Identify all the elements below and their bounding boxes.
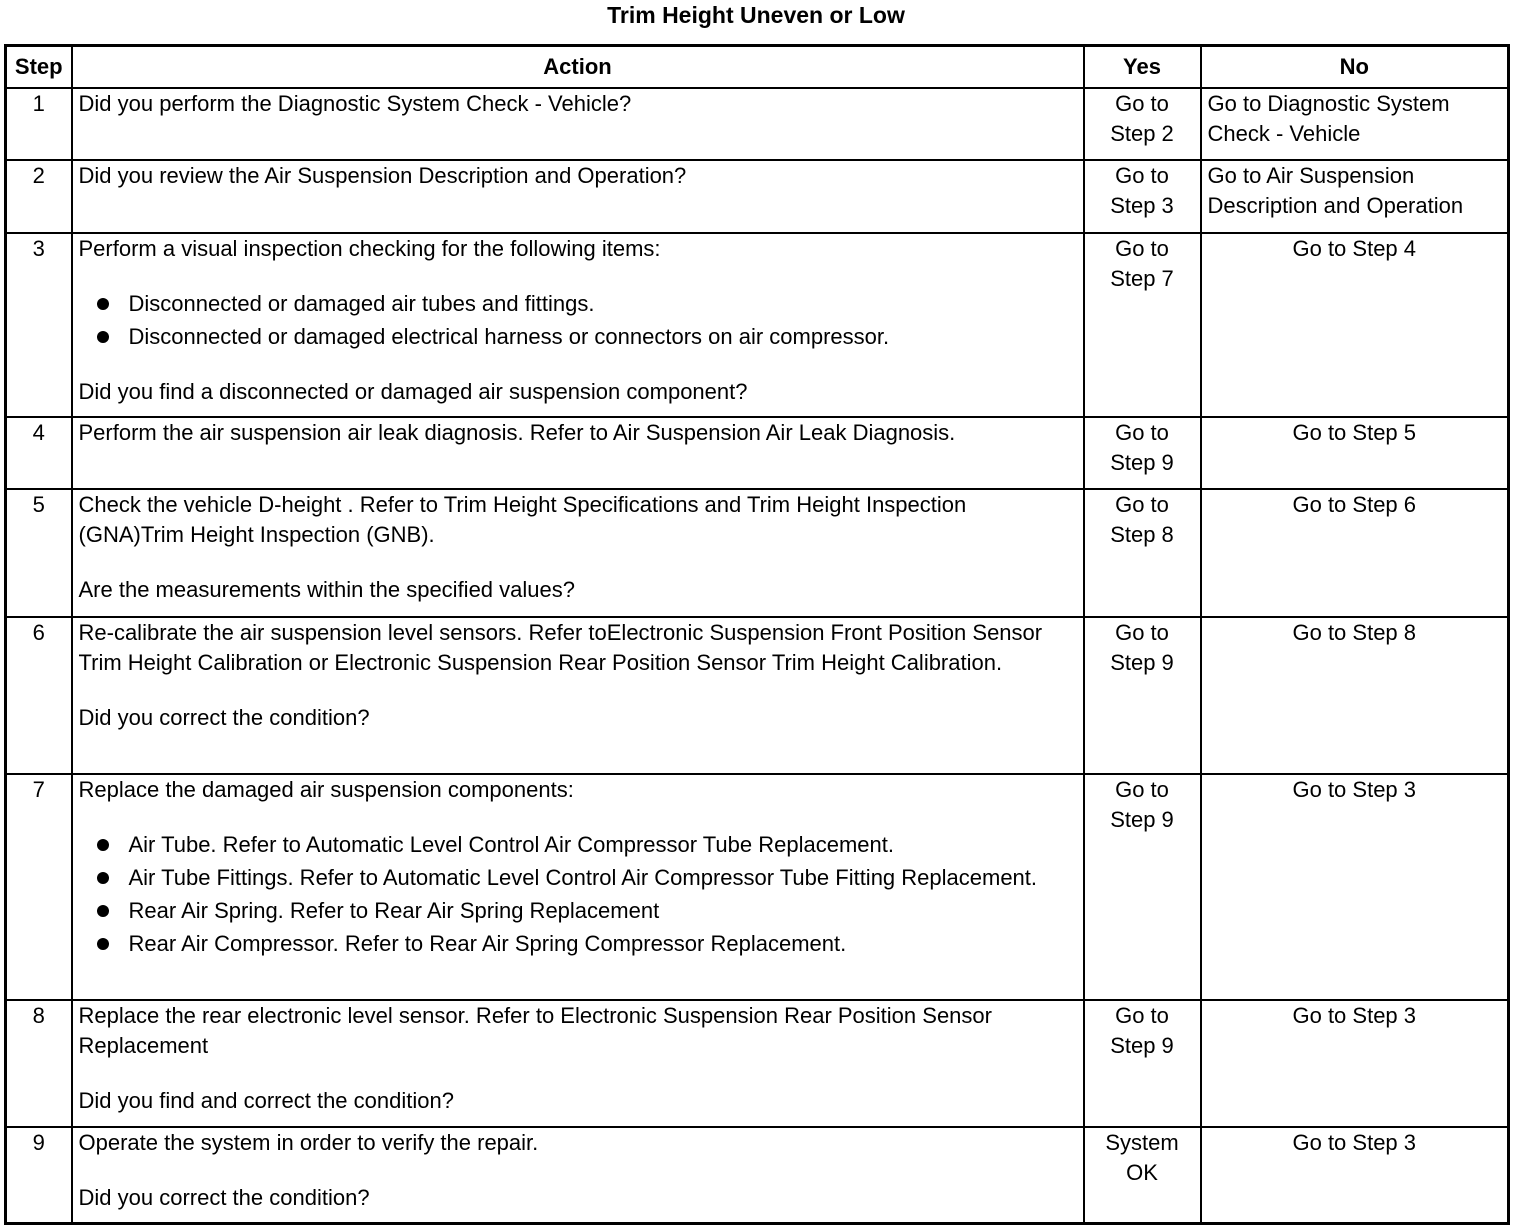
action-text: Perform a visual inspection checking for the following items: bbox=[78, 236, 661, 261]
yes-cell bbox=[1084, 617, 1201, 774]
yes-step: Step 3 bbox=[1110, 193, 1174, 218]
action-text: Re-calibrate the air suspension level sensors. Refer toElectronic Suspension Front Position Sensor Trim Height Calibration or Electronic Suspension Rear Position Sensor Trim Height Calibration. bbox=[78, 620, 1043, 675]
bullet-item: Rear Air Compressor. Refer to Rear Air Spring Compressor Replacement. bbox=[79, 929, 1077, 959]
bullet-item: Air Tube Fittings. Refer to Automatic Level Control Air Compressor Tube Fitting Replacement. bbox=[79, 863, 1077, 893]
yes-step: Step 9 bbox=[1110, 650, 1174, 675]
yes-step: Step 7 bbox=[1110, 266, 1174, 291]
yes-cell bbox=[1084, 1000, 1201, 1127]
question-text: Are the measurements within the specified values? bbox=[78, 577, 575, 602]
yes-text: Go to bbox=[1115, 236, 1169, 261]
question-text: Did you find and correct the condition? bbox=[78, 1088, 454, 1113]
no-cell: Go to Step 8 bbox=[1201, 617, 1509, 774]
table-row bbox=[6, 233, 1509, 417]
header-row bbox=[6, 46, 1509, 89]
yes-text: System bbox=[1105, 1130, 1179, 1155]
yes-step: OK bbox=[1126, 1160, 1158, 1185]
yes-cell bbox=[1084, 160, 1201, 233]
no-cell: Go to Step 3 bbox=[1201, 1000, 1509, 1127]
table-row bbox=[6, 417, 1509, 489]
action-text: Operate the system in order to verify the repair. bbox=[78, 1130, 539, 1155]
action-cell bbox=[72, 160, 1084, 233]
yes-step: Step 9 bbox=[1110, 807, 1174, 832]
yes-text: Go to bbox=[1115, 620, 1169, 645]
yes-cell bbox=[1084, 417, 1201, 489]
no-cell: Go to Air Suspension Description and Operation bbox=[1201, 160, 1509, 233]
step-number: 5 bbox=[6, 489, 72, 617]
table-row bbox=[6, 774, 1509, 1000]
step-number: 2 bbox=[6, 160, 72, 233]
action-cell bbox=[72, 617, 1084, 774]
yes-text: Go to bbox=[1115, 420, 1169, 445]
header-yes: Yes bbox=[1084, 46, 1201, 89]
action-cell bbox=[72, 489, 1084, 617]
action-text: Did you review the Air Suspension Description and Operation? bbox=[78, 163, 687, 188]
action-text: Did you perform the Diagnostic System Check - Vehicle? bbox=[78, 91, 632, 116]
diagnostic-table bbox=[4, 44, 1510, 1225]
action-cell bbox=[72, 1127, 1084, 1223]
action-text: Check the vehicle D-height . Refer to Trim Height Specifications and Trim Height Inspection (GNA)Trim Height Inspection (GNB). bbox=[78, 492, 967, 547]
action-cell bbox=[72, 417, 1084, 489]
action-text: Replace the rear electronic level sensor. Refer to Electronic Suspension Rear Position Sensor Replacement bbox=[78, 1003, 992, 1058]
table-row bbox=[6, 160, 1509, 233]
yes-step: Step 2 bbox=[1110, 121, 1174, 146]
step-number: 6 bbox=[6, 617, 72, 774]
action-cell bbox=[72, 1000, 1084, 1127]
bullet-item: Disconnected or damaged air tubes and fittings. bbox=[79, 289, 1077, 319]
yes-cell bbox=[1084, 1127, 1201, 1223]
table-row bbox=[6, 617, 1509, 774]
bullet-list bbox=[79, 830, 1077, 959]
yes-cell bbox=[1084, 774, 1201, 1000]
step-number: 3 bbox=[6, 233, 72, 417]
no-cell: Go to Diagnostic System Check - Vehicle bbox=[1201, 88, 1509, 160]
no-cell: Go to Step 6 bbox=[1201, 489, 1509, 617]
action-cell bbox=[72, 88, 1084, 160]
step-number: 7 bbox=[6, 774, 72, 1000]
action-text: Replace the damaged air suspension components: bbox=[78, 777, 574, 802]
yes-step: Step 9 bbox=[1110, 450, 1174, 475]
table-row bbox=[6, 1000, 1509, 1127]
page-title: Trim Height Uneven or Low bbox=[607, 2, 905, 28]
bullet-item: Rear Air Spring. Refer to Rear Air Spring Replacement bbox=[79, 896, 1077, 926]
question-text: Did you correct the condition? bbox=[78, 705, 370, 730]
bullet-list bbox=[79, 289, 1077, 352]
bullet-item: Air Tube. Refer to Automatic Level Control Air Compressor Tube Replacement. bbox=[79, 830, 1077, 860]
table-row bbox=[6, 88, 1509, 160]
yes-cell bbox=[1084, 88, 1201, 160]
step-number: 8 bbox=[6, 1000, 72, 1127]
yes-text: Go to bbox=[1115, 492, 1169, 517]
question-text: Did you find a disconnected or damaged air suspension component? bbox=[78, 379, 748, 404]
table-row bbox=[6, 1127, 1509, 1223]
header-action: Action bbox=[72, 46, 1084, 89]
bullet-item: Disconnected or damaged electrical harness or connectors on air compressor. bbox=[79, 322, 1077, 352]
yes-text: Go to bbox=[1115, 163, 1169, 188]
table-row bbox=[6, 489, 1509, 617]
action-text: Perform the air suspension air leak diagnosis. Refer to Air Suspension Air Leak Diagnosis. bbox=[78, 420, 956, 445]
yes-cell bbox=[1084, 489, 1201, 617]
header-step: Step bbox=[6, 46, 72, 89]
yes-step: Step 9 bbox=[1110, 1033, 1174, 1058]
yes-step: Step 8 bbox=[1110, 522, 1174, 547]
no-cell: Go to Step 3 bbox=[1201, 774, 1509, 1000]
step-number: 9 bbox=[6, 1127, 72, 1223]
question-text: Did you correct the condition? bbox=[78, 1185, 370, 1210]
no-cell: Go to Step 3 bbox=[1201, 1127, 1509, 1223]
step-number: 4 bbox=[6, 417, 72, 489]
header-no: No bbox=[1201, 46, 1509, 89]
no-cell: Go to Step 5 bbox=[1201, 417, 1509, 489]
no-cell: Go to Step 4 bbox=[1201, 233, 1509, 417]
action-cell bbox=[72, 233, 1084, 417]
yes-text: Go to bbox=[1115, 91, 1169, 116]
yes-cell bbox=[1084, 233, 1201, 417]
step-number: 1 bbox=[6, 88, 72, 160]
yes-text: Go to bbox=[1115, 777, 1169, 802]
action-cell bbox=[72, 774, 1084, 1000]
yes-text: Go to bbox=[1115, 1003, 1169, 1028]
